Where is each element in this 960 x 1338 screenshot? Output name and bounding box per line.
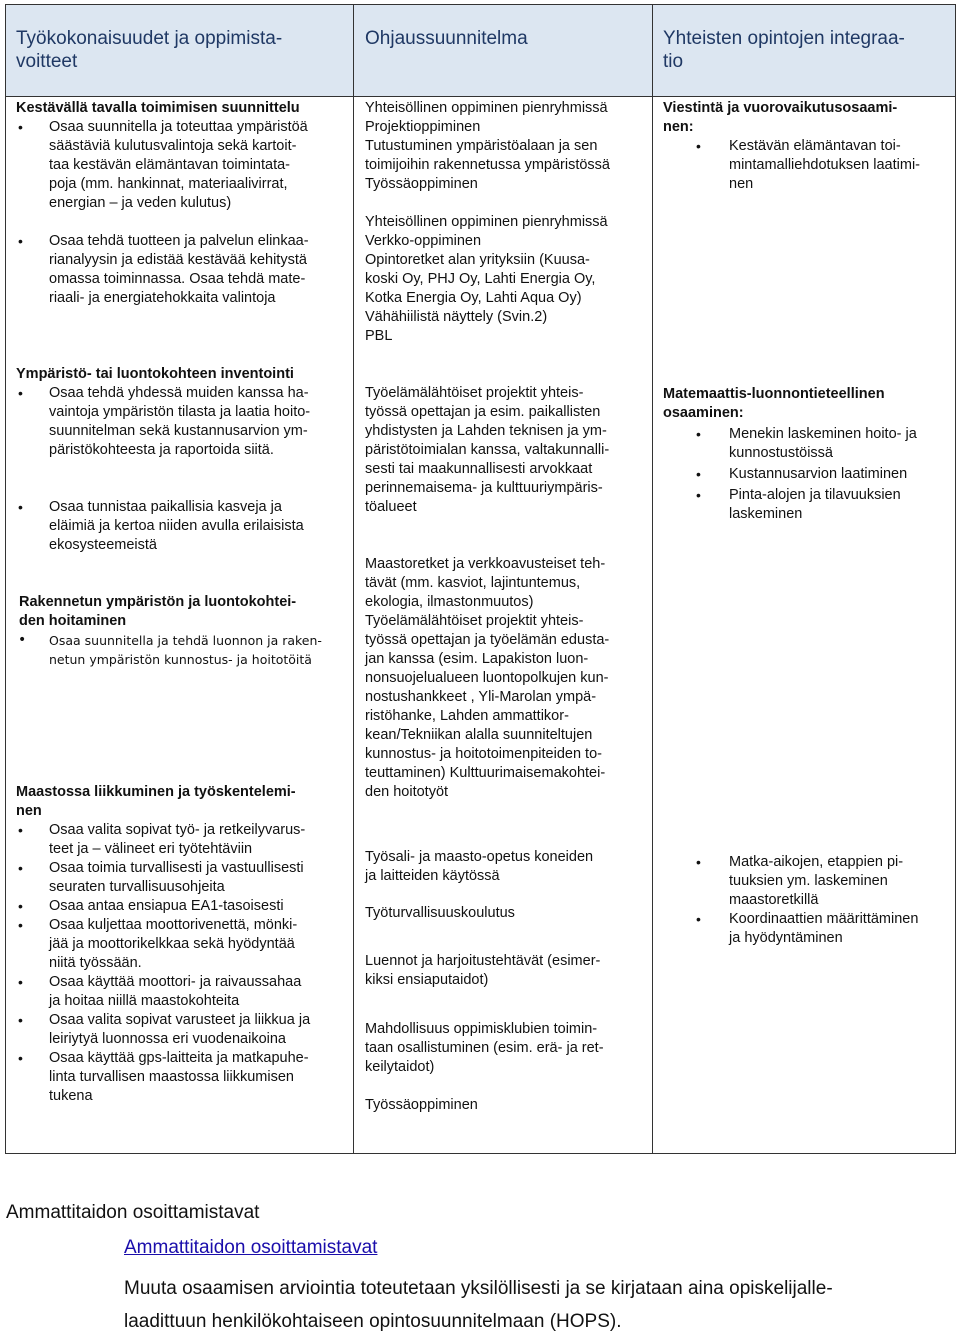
paragraph: Työsali- ja maasto-opetus koneiden ja laitteiden käytössä [365, 849, 594, 884]
list-item: • Osaa suunnitella ja tehdä luonnon ja raken- netun ympäristön kunnostus- ja hoitotöitä [49, 631, 351, 669]
column-learning-goals [16, 99, 351, 1106]
section-title: Maastossa liikkuminen ja työskentelemi- nen [16, 784, 296, 819]
column-guidance-plan [365, 99, 649, 1115]
list-item: • Kustannusarvion laatiminen [729, 465, 953, 484]
list-item: • Osaa tunnistaa paikallisia kasveja ja eläimiä ja kertoa niiden avulla erilaisista ekosysteemeistä [49, 498, 351, 555]
section-title: Rakennetun ympäristön ja luontokohtei- den hoitaminen [19, 594, 297, 629]
footer-note: Muuta osaamisen arviointia toteutetaan yksilöllisesti ja se kirjataan aina opiskelijalle- laadittuun henkilökohtaiseen opintosuunnitelmaan (HOPS). [124, 1278, 833, 1332]
column-common-studies [663, 99, 953, 948]
list-item: • Koordinaattien määrittäminen ja hyödyntäminen [729, 910, 953, 948]
list-item: • Kestävän elämäntavan toi- mintamalliehdotuksen laatimi- nen [729, 137, 953, 194]
list-item: • Osaa tehdä yhdessä muiden kanssa ha- vaintoja ympäristön tilasta ja laatia hoito- suunnitelman sekä kustannusarvion ym- päristökohteesta ja raportoida siitä. [49, 384, 351, 460]
list-item: • Osaa antaa ensiapua EA1-tasoisesti [49, 897, 351, 916]
list-item: • Osaa valita sopivat työ- ja retkeilyvarus- teet ja – välineet eri työtehtäviin [49, 821, 351, 859]
curriculum-table [5, 4, 956, 1154]
header-common-studies: Yhteisten opintojen integraa- tio [663, 28, 905, 72]
column-divider [652, 5, 653, 1153]
footer-heading: Ammattitaidon osoittamistavat [6, 1202, 260, 1223]
column-divider [353, 5, 354, 1153]
paragraph: Työssäoppiminen [365, 1097, 478, 1113]
header-learning-goals: Työkokonaisuudet ja oppimista- voitteet [16, 28, 283, 72]
list-item: • Matka-aikojen, etappien pi- tuuksien ym. laskeminen maastoretkillä [729, 853, 953, 910]
paragraph: Mahdollisuus oppimisklubien toimin- taan osallistuminen (esim. erä- ja ret- keilytaidot) [365, 1021, 604, 1075]
section-title: Ympäristö- tai luontokohteen inventointi [16, 366, 294, 382]
list-item: • Osaa suunnitella ja toteuttaa ympäristöä säästäviä kulutusvalintoja sekä kartoit- taa kestävän elämäntavan toimintata- poja (mm. hankinnat, materiaalivirrat, energian – ja veden kulutus) [49, 118, 351, 213]
paragraph: Yhteisöllinen oppiminen pienryhmissä Projektioppiminen Tutustuminen ympäristöalaan ja sen toimijoihin rakennetussa ympäristössä Työssäoppiminen [365, 100, 610, 192]
section-title: Kestävällä tavalla toimimisen suunnittelu [16, 100, 300, 116]
list-item: • Osaa valita sopivat varusteet ja liikkua ja leiriytyä luonnossa eri vuodenaikoina [49, 1011, 351, 1049]
list-item: • Osaa toimia turvallisesti ja vastuullisesti seuraten turvallisuusohjeita [49, 859, 351, 897]
list-item: • Osaa käyttää gps-laitteita ja matkapuhe- linta turvallisen maastossa liikkumisen tukena [49, 1049, 351, 1106]
paragraph: Luennot ja harjoitustehtävät (esimer- kiksi ensiaputaidot) [365, 953, 601, 988]
list-item: • Osaa kuljettaa moottorivenettä, mönki- jää ja moottorikelkkaa sekä hyödyntää niitä työssään. [49, 916, 351, 973]
list-item: • Osaa käyttää moottori- ja raivaussahaa ja hoitaa niillä maastokohteita [49, 973, 351, 1011]
paragraph: Työelämälähtöiset projektit yhteis- työssä opettajan ja esim. paikallisten yhdistysten ja Lahden teknisen ja ym- päristötoimialan kanssa, valtakunnalli- sesti tai maakunnallisesti arvokkaat perinnemaisema- ja kulttuuriympäris- töalueet [365, 385, 610, 515]
section-title: Matemaattis-luonnontieteellinen osaaminen: [663, 386, 885, 421]
list-item: • Menekin laskeminen hoito- ja kunnostustöissä [729, 425, 953, 463]
paragraph: Maastoretket ja verkkoavusteiset teh- tävät (mm. kasviot, lajintuntemus, ekologia, ilmastonmuutos) Työelämälähtöiset projektit yhteis- työssä opettajan ja työelämän edusta- jan kanssa (esim. Lapakiston luon- nonsuojelualueen luontopolkujen kun- nostushankkeet , Yli-Marolan ympä- ristöhanke, Lahden ammattikor- kean/Tekniikan alalla suunniteltujen kunnostus- ja hoitotoimenpiteiden to- teuttaminen) Kulttuurimaisemakohtei- den hoitotyöt [365, 556, 610, 800]
demonstration-link[interactable]: Ammattitaidon osoittamistavat [124, 1237, 378, 1258]
paragraph: Työturvallisuuskoulutus [365, 905, 515, 921]
section-title: Viestintä ja vuorovaikutusosaami- nen: [663, 100, 898, 135]
header-guidance-plan: Ohjaussuunnitelma [365, 28, 528, 49]
list-item: • Pinta-alojen ja tilavuuksien laskeminen [729, 486, 953, 524]
paragraph: Yhteisöllinen oppiminen pienryhmissä Verkko-oppiminen Opintoretket alan yrityksiin (Kuusa- koski Oy, PHJ Oy, Lahti Energia Oy, Kotka Energia Oy, Lahti Aqua Oy) Vähähiilistä näyttely (Svin.2) PBL [365, 214, 608, 344]
list-item: • Osaa tehdä tuotteen ja palvelun elinkaa- rianalyysin ja edistää kestävää kehitystä omassa toiminnassa. Osaa tehdä mate- riaali- ja energiatehokkaita valintoja [49, 232, 351, 308]
